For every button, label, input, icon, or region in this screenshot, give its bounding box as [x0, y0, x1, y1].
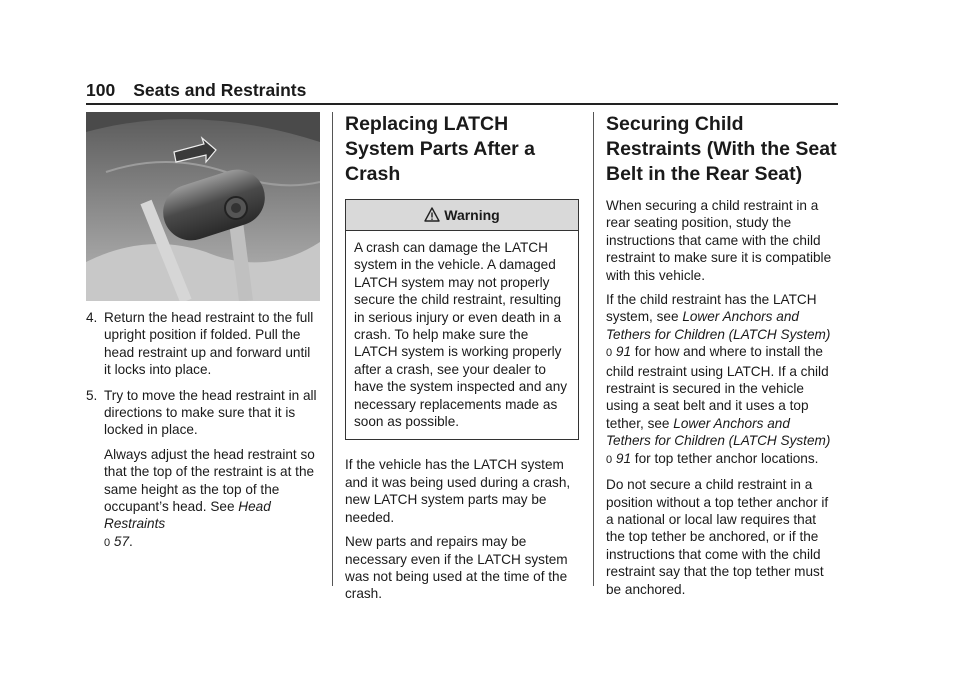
paragraph: If the vehicle has the LATCH system and it was being used during a crash, new LATCH system parts may be needed.	[345, 457, 571, 525]
warning-header	[346, 200, 578, 231]
head-restraints-link[interactable]: Head Restraints	[104, 499, 271, 532]
warning-icon	[424, 207, 440, 223]
page-ref-icon: 0	[104, 536, 111, 549]
page-ref[interactable]: 57	[113, 533, 130, 549]
steps-list	[86, 309, 320, 552]
paragraph: Do not secure a child restraint in a position without a top tether anchor if a national or local law requires that the top tether be anchored, or if the instructions that come with the child restraint say that the top tether must be anchored.	[606, 477, 829, 597]
latch-link[interactable]: Lower Anchors and Tethers for Children (LATCH System)	[606, 309, 831, 342]
column-divider	[593, 112, 594, 586]
column-1	[86, 112, 320, 560]
page-ref[interactable]: 91	[615, 344, 632, 360]
paragraph: If the child restraint has the LATCH system, see Lower Anchors and Tethers for Children (LATCH System) 0 91 for how and where to install the child restraint using LATCH. If a child restraint is secured in the vehicle using a seat belt and it uses a top tether, see Lower Anchors and Tethers for Children (LATCH System) 0 91 for top tether anchor locations.	[606, 292, 831, 466]
page-header	[86, 80, 306, 101]
paragraph: When securing a child restraint in a rear seating position, study the instructions that came with the child restraint to make sure it is compatible with this vehicle.	[606, 198, 832, 283]
page-ref-icon: 0	[606, 453, 613, 466]
warning-text: A crash can damage the LATCH system in the vehicle. A damaged LATCH system may not properly secure the child restraint, resulting in serious injury or even death in a crash. To help make sure the LATCH system is working properly after a crash, see your dealer to have the system inspected and any necessary replacements made as soon as possible.	[354, 240, 568, 430]
list-item: 4. Return the head restraint to the full upright position if folded. Pull the head restraint up and forward until it locks into place.	[86, 310, 314, 378]
section-heading: Securing Child Restraints (With the Seat Belt in the Rear Seat)	[606, 113, 837, 185]
column-3	[606, 112, 838, 605]
column-2	[345, 112, 579, 610]
head-restraint-photo	[86, 112, 320, 301]
page-number: 100	[86, 80, 116, 100]
warning-title: Warning	[444, 207, 500, 223]
paragraph: New parts and repairs may be necessary even if the LATCH system was not being used at the time of the crash.	[345, 534, 568, 602]
header-rule	[86, 103, 838, 105]
section-heading: Replacing LATCH System Parts After a Crash	[345, 113, 536, 185]
latch-link[interactable]: Lower Anchors and Tethers for Children (LATCH System)	[606, 415, 831, 449]
section-title: Seats and Restraints	[133, 80, 307, 100]
list-item: 5. Try to move the head restraint in all directions to make sure that it is locked in place. Always adjust the head restraint so that the top of the restraint is at the same height as the top of the occupant’s head. See Head Restraints 0 57.	[86, 387, 320, 553]
page-ref[interactable]: 91	[615, 450, 632, 466]
step-note: Always adjust the head restraint so that the top of the restraint is at the same height as the top of the occupant’s head. See Head Restraints 0 57.	[104, 446, 315, 549]
page-ref-icon: 0	[606, 347, 613, 360]
column-divider	[332, 112, 333, 586]
warning-box	[345, 199, 579, 440]
